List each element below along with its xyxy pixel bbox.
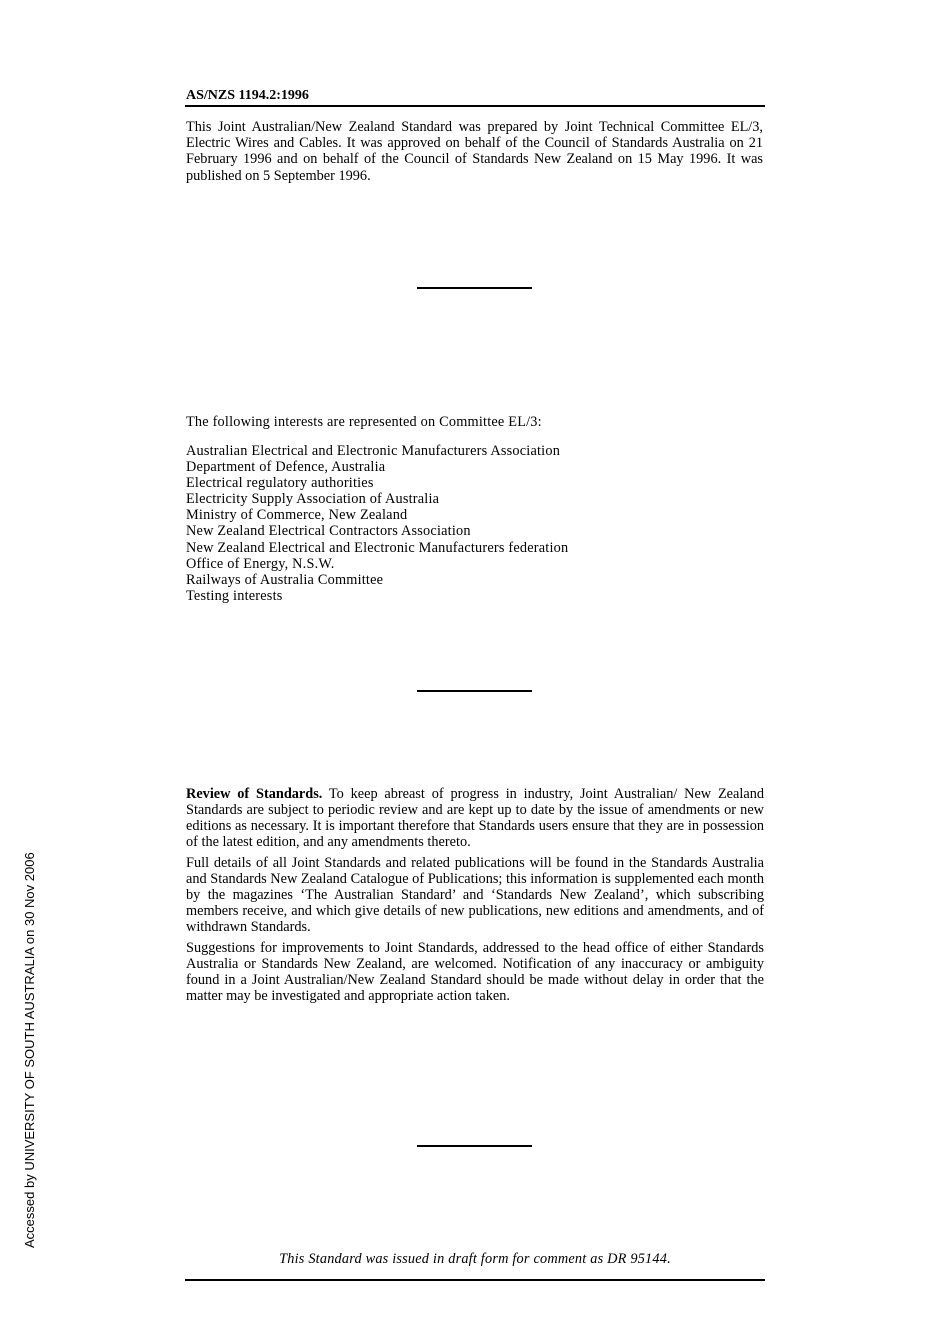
header-rule <box>185 105 765 107</box>
section-divider-1 <box>417 287 532 289</box>
list-item: Testing interests <box>186 587 283 604</box>
interests-list <box>186 443 568 604</box>
standard-code-header: AS/NZS 1194.2:1996 <box>186 88 309 103</box>
access-stamp: Accessed by UNIVERSITY OF SOUTH AUSTRALIA on 30 Nov 2006 <box>22 852 37 1248</box>
list-item: New Zealand Electrical and Electronic Manufacturers federation <box>186 539 569 556</box>
list-item: Railways of Australia Committee <box>186 571 384 588</box>
review-heading: Review of Standards. <box>186 786 323 802</box>
review-paragraph-2: Full details of all Joint Standards and related publications will be found in the Standards Australia and Standards New Zealand Catalogue of Publications; this information is supplemented each month by the magazines ‘The Australian Standard’ and ‘Standards New Zealand’, which subscribing members receive, and which give details of new publications, new editions and amendments, and of withdrawn Standards. <box>186 855 764 935</box>
draft-note: This Standard was issued in draft form for comment as DR 95144. <box>279 1251 671 1267</box>
footer-rule <box>185 1279 765 1281</box>
review-paragraph-3: Suggestions for improvements to Joint Standards, addressed to the head office of either Standards Australia or Standards New Zealand, are welcomed. Notification of any inaccuracy or ambiguity found in a Joint Australian/New Zealand Standard should be made without delay in order that the matter may be investigated and appropriate action taken. <box>186 940 764 1004</box>
review-text-1: To keep abreast of progress in industry, Joint Australian/ New Zealand Standards are subject to periodic review and are kept up to date by the issue of amendments or new editions as necessary. It is important therefore that Standards users ensure that they are in possession of the latest edition, and any amendments thereto. <box>186 786 764 850</box>
list-item: New Zealand Electrical Contractors Association <box>186 523 471 540</box>
interests-lead: The following interests are represented on Committee EL/3: <box>186 414 542 430</box>
section-divider-3 <box>417 1145 532 1147</box>
review-section <box>186 786 764 1009</box>
list-item: Ministry of Commerce, New Zealand <box>186 507 408 524</box>
list-item: Electricity Supply Association of Australia <box>186 491 440 508</box>
list-item: Electrical regulatory authorities <box>186 475 374 492</box>
list-item: Australian Electrical and Electronic Manufacturers Association <box>186 443 561 459</box>
section-divider-2 <box>417 690 532 692</box>
list-item: Department of Defence, Australia <box>186 459 386 476</box>
review-paragraph-1 <box>186 786 764 850</box>
intro-paragraph: This Joint Australian/New Zealand Standard was prepared by Joint Technical Committee EL/3, Electric Wires and Cables. It was approved on behalf of the Council of Standards Australia on 21 February 1996 and on behalf of the Council of Standards New Zealand on 15 May 1996. It was published on 5 September 1996. <box>186 119 763 184</box>
list-item: Office of Energy, N.S.W. <box>186 555 335 572</box>
